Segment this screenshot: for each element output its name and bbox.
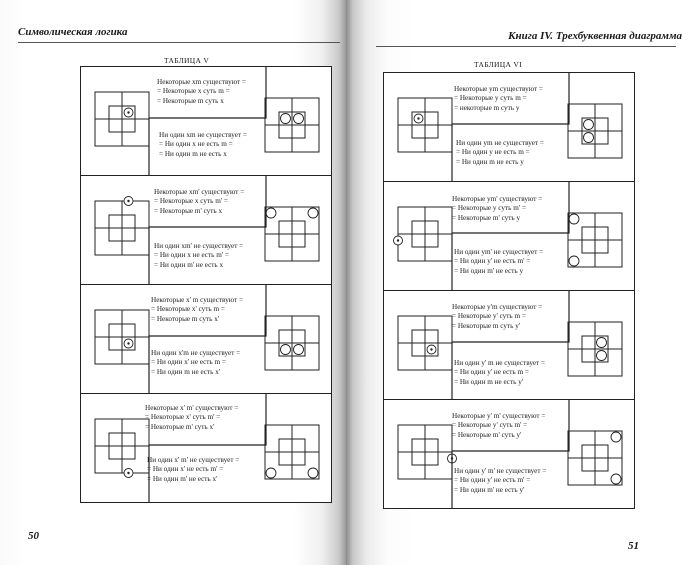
statement-line: = Ни один x не есть m = <box>159 140 233 149</box>
statement-line: = Некоторые x' суть m' = <box>145 413 221 422</box>
cell-divider-lines <box>384 291 634 399</box>
cell-divider-lines <box>384 182 634 290</box>
statement-line: Ни один xm не существует = <box>159 131 247 139</box>
statement-line: Некоторые y' m' существуют = <box>452 412 546 420</box>
statement-line: Некоторые xm существуют = <box>157 78 246 86</box>
running-head: Книга IV. Трехбуквенная диаграмма <box>508 30 682 42</box>
statement-line: = Ни один m не есть y <box>456 157 524 166</box>
right-page <box>346 0 692 565</box>
cell-divider-lines <box>81 67 331 175</box>
statement-line: Ни один x'm не существует = <box>151 349 241 357</box>
statement-line: Ни один xm' не существует = <box>154 242 244 250</box>
step-divider <box>452 291 569 399</box>
statement-line: = Некоторые x суть m = <box>157 87 230 96</box>
cell-divider-lines <box>81 176 331 284</box>
table-row <box>81 67 331 176</box>
statement-line: Ни один ym' не существует = <box>454 248 544 256</box>
statement-line: = Ни один y' не есть m = <box>454 368 529 377</box>
statement-line: = Некоторые m' суть x' <box>145 422 215 431</box>
statement-line: = Некоторые m суть y' <box>452 321 521 330</box>
table-row <box>384 73 634 182</box>
table-caption: ТАБЛИЦА VI <box>474 60 522 69</box>
table-row <box>384 400 634 508</box>
step-divider <box>452 182 569 290</box>
table-vi <box>383 72 635 509</box>
statement-line: = Ни один m не есть y' <box>454 377 524 386</box>
cell-divider-lines <box>384 73 634 181</box>
table-row <box>384 291 634 400</box>
statement-line: Ни один y' m не существует = <box>454 359 546 367</box>
statement-line: Некоторые xm' существуют = <box>154 188 245 196</box>
table-row <box>81 285 331 394</box>
step-divider <box>452 400 569 508</box>
statement-line: = Ни один m не есть x <box>159 149 227 158</box>
statement-line: = некоторые m суть y <box>454 103 520 112</box>
statement-line: = Ни один m' не есть y' <box>454 485 525 494</box>
statement-line: = Некоторые x' суть m = <box>151 305 225 314</box>
statement-line: = Некоторые m суть x' <box>151 314 220 323</box>
step-divider <box>149 394 266 502</box>
page-number: 51 <box>628 540 639 552</box>
statement-line: = Ни один x' не есть m = <box>151 358 226 367</box>
header-rule <box>376 46 676 47</box>
table-caption: ТАБЛИЦА V <box>164 56 210 65</box>
statement-line: = Некоторые x суть m' = <box>154 197 228 206</box>
statement-line: = Ни один m' не есть y <box>454 266 524 275</box>
step-divider <box>149 67 266 175</box>
statement-line: Ни один ym не существует = <box>456 139 544 147</box>
table-v <box>80 66 332 503</box>
step-divider <box>149 176 266 284</box>
statement-line: Некоторые x' m' существуют = <box>145 404 239 412</box>
statement-line: = Ни один y не есть m = <box>456 148 530 157</box>
step-divider <box>452 73 569 181</box>
statement-line: = Некоторые y' суть m' = <box>452 421 528 430</box>
statement-line: = Ни один m' не есть x <box>154 260 224 269</box>
statement-line: = Ни один m' не есть x' <box>147 474 218 483</box>
statement-line: = Ни один y' не есть m' = <box>454 476 531 485</box>
statement-line: = Некоторые m суть x <box>157 96 224 105</box>
table-row <box>81 176 331 285</box>
statement-line: = Ни один m не есть x' <box>151 367 221 376</box>
statement-line: = Ни один y' не есть m' = <box>454 257 531 266</box>
statement-line: Некоторые x' m существуют = <box>151 296 244 304</box>
cell-divider-lines <box>81 285 331 393</box>
step-divider <box>149 285 266 393</box>
cell-divider-lines <box>384 400 634 508</box>
statement-line: = Некоторые y суть m' = <box>452 204 526 213</box>
running-head: Символическая логика <box>18 26 128 38</box>
statement-line: = Ни один x' не есть m' = <box>147 465 224 474</box>
table-row <box>384 182 634 291</box>
page-number: 50 <box>28 530 39 542</box>
table-row <box>81 394 331 502</box>
header-rule <box>18 42 340 43</box>
statement-line: Ни один x' m' не существует = <box>147 456 240 464</box>
statement-line: Некоторые ym существуют = <box>454 85 543 93</box>
statement-line: = Некоторые m' суть y' <box>452 430 522 439</box>
statement-line: Ни один y' m' не существует = <box>454 467 547 475</box>
cell-divider-lines <box>81 394 331 502</box>
statement-line: = Некоторые m' суть y <box>452 213 521 222</box>
statement-line: Некоторые y'm существуют = <box>452 303 543 311</box>
statement-line: = Некоторые m' суть x <box>154 206 223 215</box>
statement-line: = Некоторые y суть m = <box>454 94 527 103</box>
statement-line: = Некоторые y' суть m = <box>452 312 526 321</box>
statement-line: Некоторые ym' существуют = <box>452 195 543 203</box>
statement-line: = Ни один x не есть m' = <box>154 251 229 260</box>
